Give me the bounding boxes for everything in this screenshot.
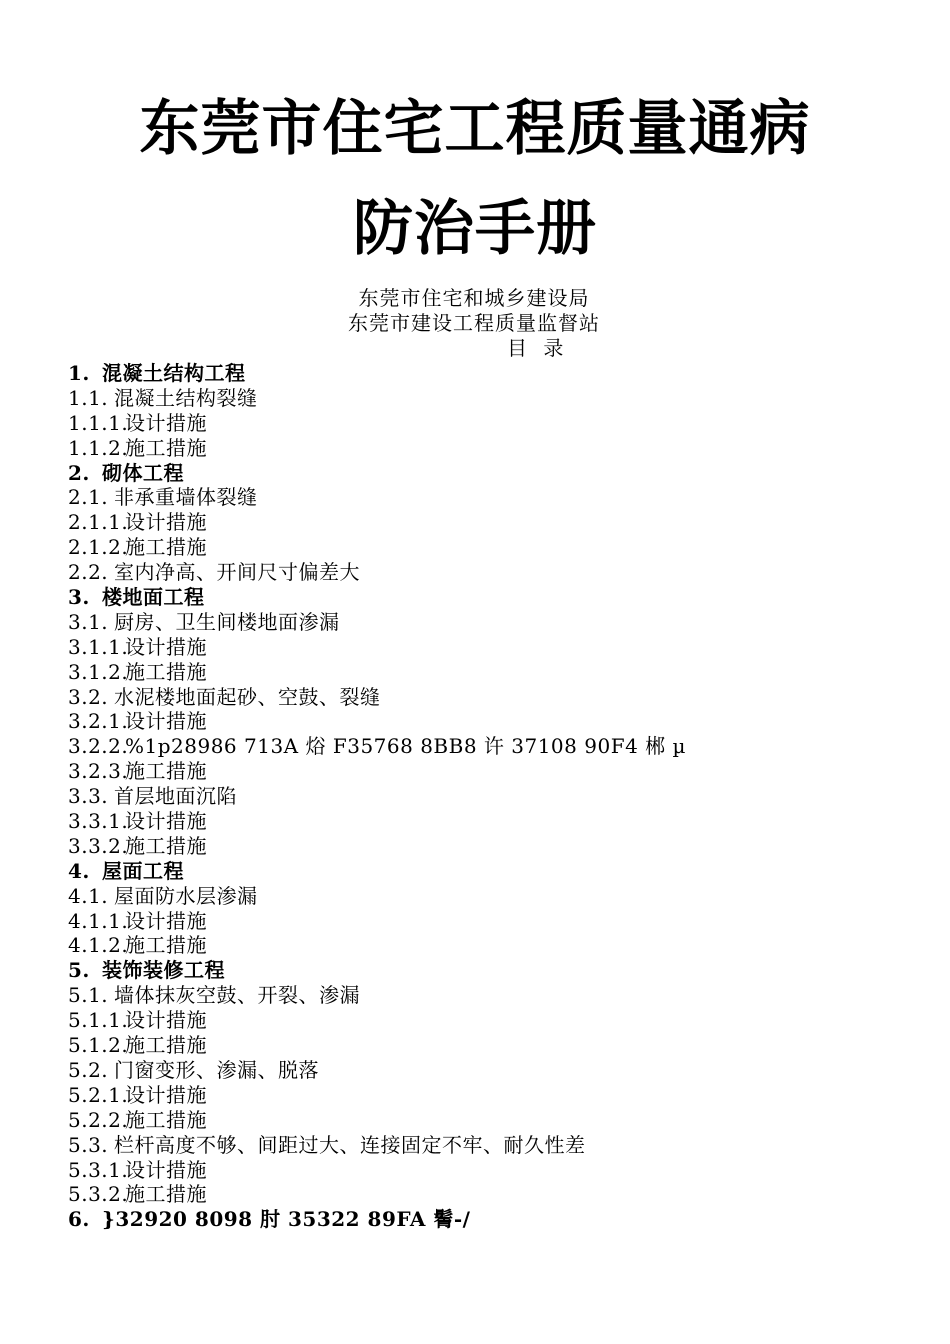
toc-entry-text: 非承重墙体裂缝 <box>114 485 258 510</box>
toc-entry-text: 楼地面工程 <box>102 585 205 610</box>
toc-entry-number: 1. <box>68 361 90 385</box>
toc-entry-text: 施工措施 <box>125 759 207 784</box>
toc-entry-text: 设计措施 <box>125 1157 207 1182</box>
toc-entry-text: 混凝土结构工程 <box>102 361 246 385</box>
toc-entry-text: 室内净高、开间尺寸偏差大 <box>114 560 360 585</box>
toc-entry-number: 2.1.1. <box>68 510 129 535</box>
toc-entry-number: 4.1.1. <box>68 908 129 933</box>
toc-entry-text: 施工措施 <box>125 659 207 684</box>
toc-entry[interactable] <box>68 411 888 436</box>
toc-entry[interactable] <box>68 386 888 411</box>
toc-entry-number: 3. <box>68 585 90 610</box>
toc-entry[interactable] <box>68 958 888 983</box>
toc-entry[interactable] <box>68 436 888 461</box>
toc-entry[interactable] <box>68 834 888 859</box>
toc-entry[interactable] <box>68 709 888 734</box>
toc-entry-text: 设计措施 <box>125 1082 207 1107</box>
toc-entry-number: 3.2.1. <box>68 709 129 734</box>
toc-entry-number: 3.1.1. <box>68 634 129 659</box>
toc-entry-number: 5.1.1. <box>68 1008 129 1033</box>
toc-entry-number: 1.1. <box>68 385 109 410</box>
toc-entry-number: 6. <box>68 1207 90 1232</box>
toc-entry-number: 1.1.1. <box>68 410 129 435</box>
toc-entry[interactable] <box>68 734 888 759</box>
issuer-line-2: 东莞市建设工程质量监督站 <box>348 311 600 335</box>
toc-entry-text: }32920 8098 肘 35322 89FA 鬌-/ <box>102 1207 471 1232</box>
toc-entry-number: 3.1. <box>68 609 109 634</box>
toc-entry-number: 2. <box>68 460 90 485</box>
toc-entry-text: 施工措施 <box>125 1107 207 1132</box>
toc-entry-text: 屋面工程 <box>102 858 184 883</box>
toc-entry[interactable] <box>68 635 888 660</box>
toc-entry[interactable] <box>68 1108 888 1133</box>
toc-entry[interactable] <box>68 610 888 635</box>
toc-entry-number: 5.3.2. <box>68 1182 129 1207</box>
toc-entry[interactable] <box>68 933 888 958</box>
toc-entry-number: 3.2.3. <box>68 759 129 784</box>
toc-entry-text: 栏杆高度不够、间距过大、连接固定不牢、耐久性差 <box>114 1132 586 1157</box>
toc-entry[interactable] <box>68 859 888 884</box>
document-title-line-2: 防治手册 <box>353 194 597 264</box>
toc-entry-text: 设计措施 <box>125 908 207 933</box>
toc-entry-number: 1.1.2. <box>68 435 129 460</box>
toc-entry[interactable] <box>68 1008 888 1033</box>
toc-entry[interactable] <box>68 361 888 386</box>
toc-entry-text: 水泥楼地面起砂、空鼓、裂缝 <box>114 684 381 709</box>
toc-entry-number: 3.3. <box>68 784 109 809</box>
toc-entry-number: 2.1.2. <box>68 535 129 560</box>
toc-entry[interactable] <box>68 1058 888 1083</box>
toc-entry[interactable] <box>68 560 888 585</box>
toc-entry-text: 施工措施 <box>125 833 207 858</box>
toc-entry-number: 3.3.1. <box>68 809 129 834</box>
toc-entry-text: 墙体抹灰空鼓、开裂、渗漏 <box>114 983 360 1008</box>
toc-entry[interactable] <box>68 1133 888 1158</box>
toc-entry[interactable] <box>68 983 888 1008</box>
toc-entry[interactable] <box>68 535 888 560</box>
toc-entry-text: 混凝土结构裂缝 <box>114 385 258 410</box>
toc-entry[interactable] <box>68 1033 888 1058</box>
toc-entry-text: 首层地面沉陷 <box>114 784 237 809</box>
toc-entry[interactable] <box>68 660 888 685</box>
toc-entry-number: 5.1. <box>68 983 109 1008</box>
toc-entry-number: 3.1.2. <box>68 659 129 684</box>
toc-entry-text: 屋面防水层渗漏 <box>114 883 258 908</box>
toc-entry[interactable] <box>68 809 888 834</box>
toc-entry[interactable] <box>68 1182 888 1207</box>
toc-entry[interactable] <box>68 784 888 809</box>
table-of-contents <box>68 361 888 1232</box>
document-title-line-1: 东莞市住宅工程质量通病 <box>139 94 811 164</box>
toc-entry-number: 5.3.1. <box>68 1157 129 1182</box>
toc-entry-number: 5.2.2. <box>68 1107 129 1132</box>
toc-entry-text: 设计措施 <box>125 709 207 734</box>
toc-entry-number: 5. <box>68 958 90 983</box>
toc-entry-text: 施工措施 <box>125 1182 207 1207</box>
toc-entry-number: 5.1.2. <box>68 1033 129 1058</box>
toc-entry-number: 4. <box>68 858 90 883</box>
toc-entry-text: %1p28986 713A 焀 F35768 8BB8 许 37108 90F4 郴 µ <box>125 734 687 759</box>
toc-entry[interactable] <box>68 685 888 710</box>
toc-entry[interactable] <box>68 909 888 934</box>
toc-entry-number: 5.2.1. <box>68 1082 129 1107</box>
toc-entry-text: 厨房、卫生间楼地面渗漏 <box>114 609 340 634</box>
toc-entry-text: 设计措施 <box>125 510 207 535</box>
toc-entry[interactable] <box>68 1158 888 1183</box>
toc-heading: 目 录 <box>507 336 569 360</box>
toc-entry-number: 3.2.2. <box>68 734 129 759</box>
toc-entry-number: 3.2. <box>68 684 109 709</box>
toc-entry[interactable] <box>68 485 888 510</box>
toc-entry[interactable] <box>68 884 888 909</box>
toc-entry[interactable] <box>68 759 888 784</box>
toc-entry-text: 设计措施 <box>125 634 207 659</box>
toc-entry-text: 施工措施 <box>125 535 207 560</box>
toc-entry-number: 4.1. <box>68 883 109 908</box>
toc-entry-text: 砌体工程 <box>102 460 184 485</box>
toc-entry-text: 门窗变形、渗漏、脱落 <box>114 1057 319 1082</box>
toc-entry-text: 施工措施 <box>125 435 207 460</box>
toc-entry-text: 设计措施 <box>125 1008 207 1033</box>
toc-entry-number: 2.1. <box>68 485 109 510</box>
toc-entry-text: 设计措施 <box>125 410 207 435</box>
toc-entry-number: 5.3. <box>68 1132 109 1157</box>
toc-entry-number: 2.2. <box>68 560 109 585</box>
toc-entry-text: 施工措施 <box>125 1033 207 1058</box>
toc-entry-number: 4.1.2. <box>68 933 129 958</box>
toc-entry-text: 施工措施 <box>125 933 207 958</box>
toc-entry-number: 3.3.2. <box>68 833 129 858</box>
toc-entry[interactable] <box>68 510 888 535</box>
toc-entry-number: 5.2. <box>68 1057 109 1082</box>
toc-entry-text: 装饰装修工程 <box>102 958 225 983</box>
toc-entry[interactable] <box>68 1207 888 1232</box>
toc-entry[interactable] <box>68 585 888 610</box>
toc-entry[interactable] <box>68 461 888 486</box>
issuer-line-1: 东莞市住宅和城乡建设局 <box>358 286 590 310</box>
toc-entry[interactable] <box>68 1083 888 1108</box>
toc-entry-text: 设计措施 <box>125 809 207 834</box>
